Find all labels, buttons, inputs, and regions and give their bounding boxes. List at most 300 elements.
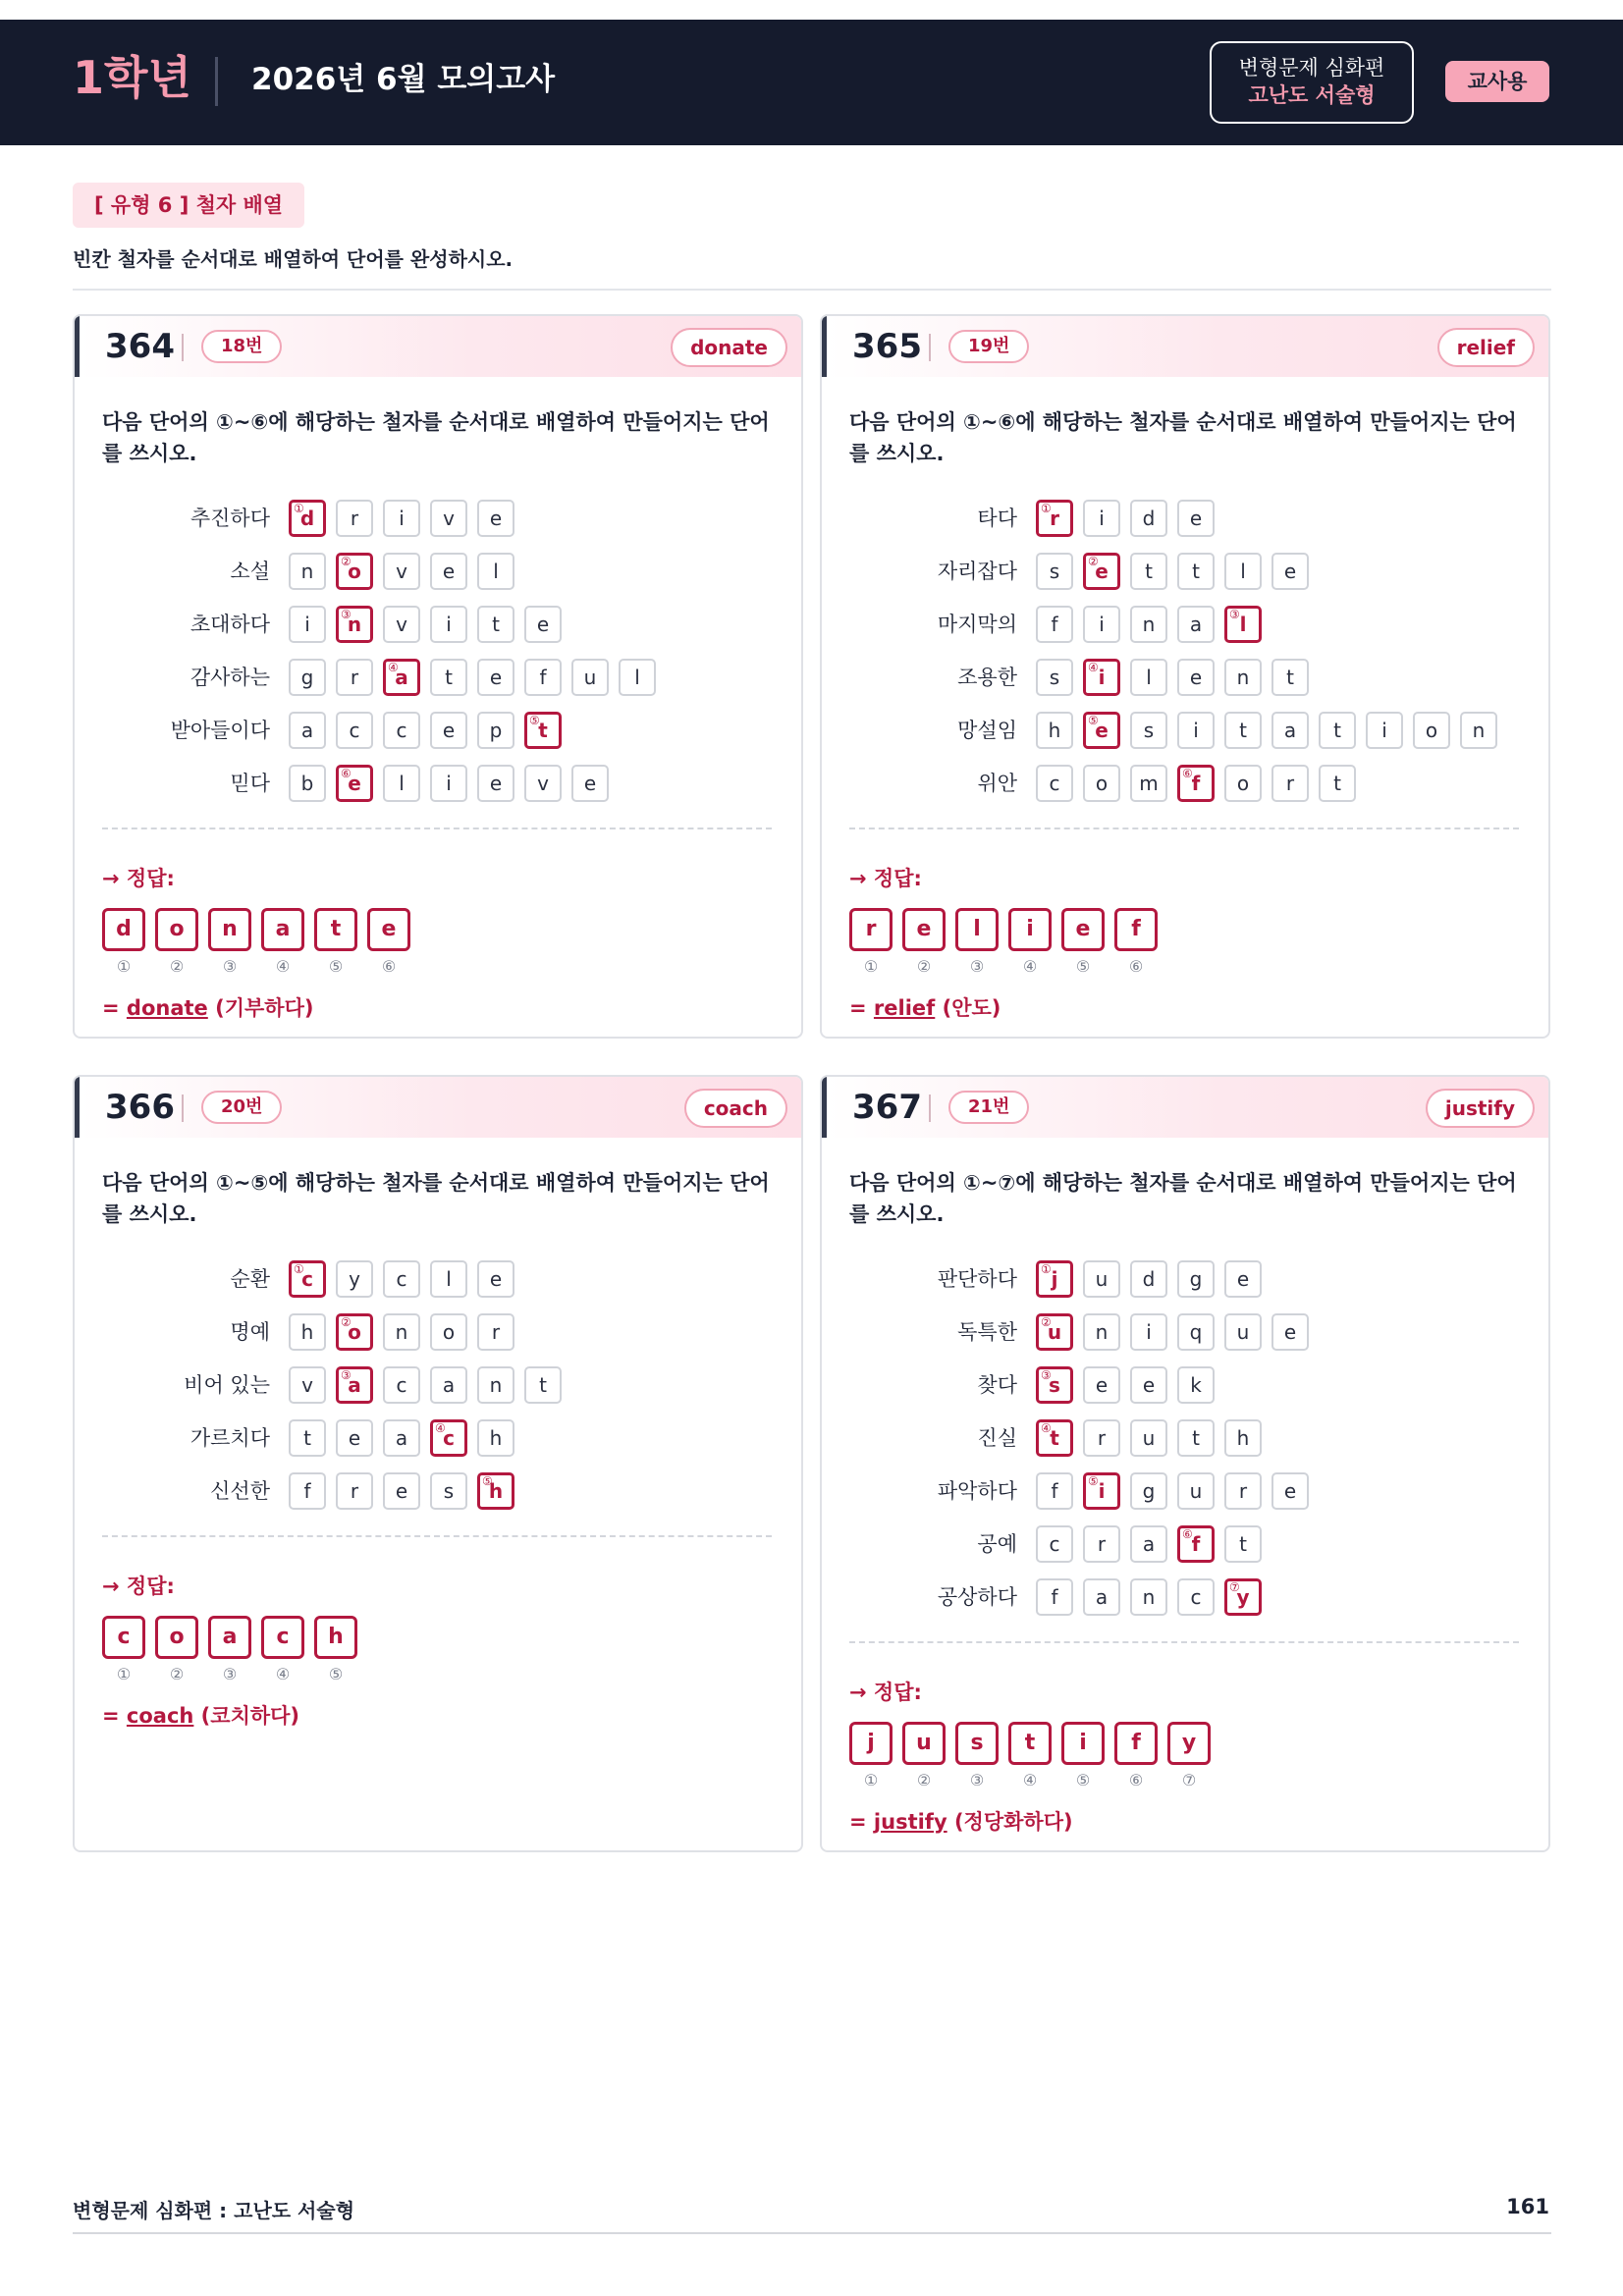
letter-char: a [395,666,408,689]
letter-char: t [1333,772,1341,795]
letter-order-mark: ⑥ [1182,1527,1193,1541]
letter-char: e [395,1479,408,1503]
answer-label: → 정답: [849,1681,922,1704]
answer-letter-box: l [955,908,999,951]
letter-char: n [1142,1585,1156,1609]
letter-box [430,659,467,696]
letter-box [477,606,514,643]
definition-prefix: = [849,1810,874,1834]
letter-order-mark: ① [1041,1262,1052,1276]
letter-char: s [1049,560,1060,583]
highlighted-letter-box [430,1419,467,1457]
answer-divider [849,828,1519,829]
letter-char: v [301,1373,313,1397]
letter-char: a [442,1373,456,1397]
clue-meaning: 명예 [230,1320,270,1344]
letter-char: u [1095,1267,1109,1291]
letter-box [336,1419,373,1457]
highlighted-letter-box [336,1313,373,1351]
highlighted-letter-box [1083,553,1120,590]
letter-box [477,1366,514,1404]
clue-row [822,1470,1548,1512]
letter-box [1036,712,1073,749]
letter-char: o [442,1320,456,1344]
letter-char: c [396,1373,407,1397]
question-text: 다음 단어의 ①~⑤에 해당하는 철자를 순서대로 배열하여 만들어지는 단어를 쓰시오. [102,1171,770,1226]
clue-meaning: 위안 [977,772,1017,795]
letter-box [430,1260,467,1298]
clue-row [822,1417,1548,1459]
question-number: 364 [105,327,175,366]
letter-box [1413,712,1450,749]
source-question-chip: 20번 [201,1091,282,1124]
letter-order-mark: ③ [341,1368,352,1382]
definition-meaning: (정당화하다) [947,1810,1073,1834]
letter-char: e [442,719,456,742]
footer-title: 변형문제 심화편 : 고난도 서술형 [73,2199,355,2222]
letter-box [1224,1419,1262,1457]
exam-title: 2026년 6월 모의고사 [251,62,556,97]
answer-order-number: ⑥ [1128,957,1144,976]
answer-letter-box: e [367,908,410,951]
clue-row [75,1258,801,1300]
letter-order-mark: ② [341,555,352,568]
source-question-chip: 19번 [948,330,1029,363]
letter-box [1130,553,1167,590]
letter-box [1177,500,1215,537]
letter-box [1130,1313,1167,1351]
letter-box [1460,712,1497,749]
clue-row [75,1364,801,1406]
letter-box [336,1472,373,1510]
letter-box [1271,1313,1309,1351]
letter-order-mark: ② [341,1315,352,1329]
highlighted-letter-box [1083,1472,1120,1510]
answer-order-number: ③ [969,957,985,976]
highlighted-letter-box [336,606,373,643]
clue-row [75,763,801,804]
letter-box [383,765,420,802]
letter-box [1036,553,1073,590]
letter-box [477,1260,514,1298]
letter-box [477,553,514,590]
letter-box [1130,1366,1167,1404]
answer-order-number: ④ [1022,1771,1038,1789]
teacher-badge: 교사용 [1445,61,1549,102]
letter-char: e [1236,1267,1250,1291]
letter-box [571,659,609,696]
letter-box [524,606,562,643]
letter-box [336,1260,373,1298]
source-question-chip: 21번 [948,1091,1029,1124]
letter-box [336,659,373,696]
letter-box [430,765,467,802]
answer-letter-box: f [1114,1722,1158,1765]
question-card [820,1075,1550,1852]
clue-meaning: 소설 [230,560,270,583]
clue-meaning: 망설임 [957,719,1017,742]
letter-box [1036,606,1073,643]
letter-box [1271,1472,1309,1510]
letter-box [477,659,514,696]
letter-char: r [1238,1479,1248,1503]
letter-box [477,500,514,537]
question-header-divider [929,334,931,361]
letter-char: r [350,1479,359,1503]
letter-char: v [443,507,455,530]
page-number: 161 [1506,2195,1549,2218]
letter-box [1177,659,1215,696]
letter-box [1224,1260,1262,1298]
clue-meaning: 감사하는 [189,666,270,689]
letter-char: v [396,560,407,583]
letter-char: t [1333,719,1341,742]
clue-row [75,1311,801,1353]
letter-char: l [1146,666,1152,689]
letter-box [477,712,514,749]
clue-row [822,1311,1548,1353]
letter-char: a [348,1373,361,1397]
letter-char: t [538,719,548,742]
answer-letter-box: n [208,908,251,951]
letter-box [1224,553,1262,590]
letter-char: g [300,666,314,689]
header-divider [215,57,218,106]
clue-meaning: 받아들이다 [170,719,270,742]
letter-box [1083,1260,1120,1298]
clue-row [75,1417,801,1459]
letter-box [1177,1260,1215,1298]
letter-order-mark: ⑤ [529,714,540,727]
letter-char: c [1190,1585,1202,1609]
letter-order-mark: ⑤ [482,1474,493,1488]
letter-order-mark: ⑤ [1088,714,1099,727]
definition-prefix: = [102,996,127,1020]
answer-order-number: ③ [222,957,238,976]
question-header [822,1077,1548,1138]
answer-letter-box: d [102,908,145,951]
letter-char: n [489,1373,503,1397]
highlighted-letter-box [336,553,373,590]
letter-char: i [1146,1320,1152,1344]
letter-char: s [443,1479,455,1503]
question-number: 366 [105,1088,175,1127]
letter-char: e [1142,1373,1156,1397]
highlighted-letter-box [1177,1525,1215,1563]
letter-box [1083,1525,1120,1563]
answer-order-number: ⑥ [381,957,397,976]
question-card [73,1075,803,1852]
answer-letter-box: a [208,1616,251,1659]
letter-box [383,500,420,537]
answer-label: → 정답: [849,867,922,890]
letter-box [1271,765,1309,802]
letter-box [1130,1525,1167,1563]
answer-letter-box: e [1061,908,1105,951]
letter-char: f [1191,1532,1201,1556]
letter-box [1177,1366,1215,1404]
answer-letter-box: j [849,1722,893,1765]
letter-box [571,765,609,802]
letter-box [1083,1366,1120,1404]
answer-word-chip: coach [684,1089,787,1128]
answer-order-number: ① [116,957,132,976]
letter-box [1224,1313,1262,1351]
definition-prefix: = [102,1704,127,1728]
clue-row [822,1523,1548,1565]
answer-divider [102,828,772,829]
letter-box [1130,659,1167,696]
letter-box [1130,765,1167,802]
letter-char: l [493,560,499,583]
answer-order-number: ② [169,1665,185,1683]
letter-char: k [1190,1373,1202,1397]
highlighted-letter-box [1083,659,1120,696]
question-number: 365 [852,327,922,366]
letter-char: t [1239,719,1247,742]
highlighted-letter-box [1036,1419,1073,1457]
answer-letter-box: e [902,908,946,951]
letter-box [1036,1578,1073,1616]
letter-box [1319,765,1356,802]
highlighted-letter-box [1036,1260,1073,1298]
highlighted-letter-box [1036,1366,1073,1404]
letter-box [524,765,562,802]
answer-order-number: ④ [275,957,291,976]
letter-char: e [348,772,361,795]
letter-box [289,765,326,802]
letter-box [1130,712,1167,749]
clue-meaning: 추진하다 [189,507,270,530]
clue-row [822,551,1548,592]
letter-order-mark: ① [294,1262,304,1276]
answer-letter-box: i [1061,1722,1105,1765]
letter-box [289,659,326,696]
letter-char: o [348,560,361,583]
clue-row [75,604,801,645]
highlighted-letter-box [1036,1313,1073,1351]
letter-box [430,500,467,537]
letter-char: d [299,507,315,530]
letter-char: l [1240,560,1246,583]
letter-char: u [583,666,597,689]
highlighted-letter-box [1224,1578,1262,1616]
letter-box [289,1366,326,1404]
letter-char: g [1189,1267,1203,1291]
letter-char: i [446,772,452,795]
question-header-divider [182,1095,184,1122]
letter-char: e [1283,1479,1297,1503]
letter-box [383,1366,420,1404]
letter-char: l [399,772,405,795]
letter-box [524,1366,562,1404]
clue-meaning: 자리잡다 [937,560,1017,583]
letter-order-mark: ⑥ [341,767,352,780]
answer-label: → 정답: [102,867,175,890]
answer-letter-box: s [955,1722,999,1765]
series-subtitle: 고난도 서술형 [1248,83,1376,107]
letter-box [1036,1525,1073,1563]
letter-box [524,659,562,696]
letter-char: f [1051,1585,1058,1609]
answer-order-number: ② [916,957,932,976]
answer-order-number: ⑥ [1128,1771,1144,1789]
clue-row [822,1576,1548,1618]
letter-order-mark: ① [1041,502,1052,515]
answer-order-number: ⑤ [328,1665,344,1683]
letter-char: s [1143,719,1155,742]
letter-box [1177,1578,1215,1616]
letter-box [289,1313,326,1351]
letter-char: a [1142,1532,1156,1556]
letter-char: i [304,613,310,636]
letter-char: l [446,1267,452,1291]
letter-box [430,712,467,749]
question-card [73,314,803,1039]
series-box [1210,41,1414,124]
letter-char: e [489,507,503,530]
answer-divider [102,1535,772,1537]
letter-order-mark: ④ [1088,661,1099,674]
question-text: 다음 단어의 ①~⑥에 해당하는 철자를 순서대로 배열하여 만들어지는 단어를 쓰시오. [102,410,770,465]
definition-meaning: (안도) [935,996,1001,1020]
definition-prefix: = [849,996,874,1020]
answer-letter-box: h [314,1616,357,1659]
letter-order-mark: ② [1088,555,1099,568]
letter-box [1083,1419,1120,1457]
question-header [822,316,1548,377]
letter-box [1177,606,1215,643]
letter-box [430,1472,467,1510]
answer-order-number: ① [116,1665,132,1683]
letter-char: d [1142,507,1156,530]
letter-char: o [1236,772,1250,795]
definition-word: coach [126,1704,194,1728]
letter-char: e [442,560,456,583]
question-header [75,316,801,377]
letter-char: m [1139,772,1159,795]
clue-meaning: 진실 [977,1426,1017,1450]
letter-box [619,659,656,696]
letter-box [289,553,326,590]
letter-char: r [1097,1426,1107,1450]
source-question-chip: 18번 [201,330,282,363]
letter-char: n [347,613,362,636]
definition-word: donate [126,996,208,1020]
letter-box [383,606,420,643]
letter-box [1177,712,1215,749]
letter-order-mark: ④ [388,661,399,674]
letter-char: r [1050,507,1059,530]
letter-char: i [1099,507,1105,530]
letter-box [1083,1578,1120,1616]
top-divider [73,289,1551,291]
letter-char: n [1472,719,1486,742]
letter-box [383,1419,420,1457]
letter-box [1224,765,1262,802]
highlighted-letter-box [289,1260,326,1298]
answer-definition [102,1702,299,1730]
letter-box [1130,1260,1167,1298]
page-header [0,20,1623,145]
letter-char: t [303,1426,311,1450]
answer-order-number: ⑤ [328,957,344,976]
answer-letter-box: t [1008,1722,1052,1765]
letter-box [1224,1472,1262,1510]
letter-char: e [489,1267,503,1291]
letter-order-mark: ⑥ [1182,767,1193,780]
letter-box [1130,606,1167,643]
highlighted-letter-box [1177,765,1215,802]
letter-order-mark: ② [1041,1315,1052,1329]
answer-order-number: ② [916,1771,932,1789]
clue-row [822,657,1548,698]
letter-order-mark: ⑤ [1088,1474,1099,1488]
letter-char: v [396,613,407,636]
letter-box [477,1313,514,1351]
answer-word-chip: justify [1426,1089,1535,1128]
letter-box [383,1472,420,1510]
definition-meaning: (코치하다) [193,1704,300,1728]
clue-row [822,1364,1548,1406]
clue-meaning: 조용한 [957,666,1017,689]
answer-definition [102,994,313,1022]
clue-row [75,710,801,751]
highlighted-letter-box [383,659,420,696]
letter-char: l [1239,613,1247,636]
letter-order-mark: ① [294,502,304,515]
letter-char: j [1051,1267,1058,1291]
answer-label: → 정답: [102,1575,175,1598]
letter-order-mark: ④ [1041,1421,1052,1435]
answer-letter-box: i [1008,908,1052,951]
highlighted-letter-box [524,712,562,749]
highlighted-letter-box [1083,712,1120,749]
answer-word-chip: relief [1437,328,1535,367]
letter-char: e [1095,1373,1109,1397]
letter-char: a [1283,719,1297,742]
answer-definition [849,1808,1073,1836]
letter-char: r [1285,772,1295,795]
definition-word: justify [873,1810,947,1834]
answer-order-number: ④ [1022,957,1038,976]
letter-char: y [1236,1585,1250,1609]
letter-box [1130,1578,1167,1616]
letter-char: a [1095,1585,1109,1609]
letter-box [1271,659,1309,696]
clue-meaning: 초대하다 [189,613,270,636]
answer-order-number: ⑤ [1075,1771,1091,1789]
letter-char: s [1049,1373,1060,1397]
clue-meaning: 공예 [977,1532,1017,1556]
letter-box [1036,765,1073,802]
grade-label: 1학년 [73,51,191,104]
highlighted-letter-box [1224,606,1262,643]
clue-meaning: 독특한 [957,1320,1017,1344]
highlighted-letter-box [1036,500,1073,537]
letter-char: i [446,613,452,636]
letter-char: o [1095,772,1109,795]
letter-box [1130,1472,1167,1510]
letter-box [430,606,467,643]
letter-box [1083,606,1120,643]
clue-meaning: 판단하다 [937,1267,1017,1291]
letter-char: o [1425,719,1438,742]
letter-char: t [1145,560,1153,583]
letter-char: t [1286,666,1294,689]
letter-char: e [1283,1320,1297,1344]
series-title: 변형문제 심화편 [1238,56,1385,80]
